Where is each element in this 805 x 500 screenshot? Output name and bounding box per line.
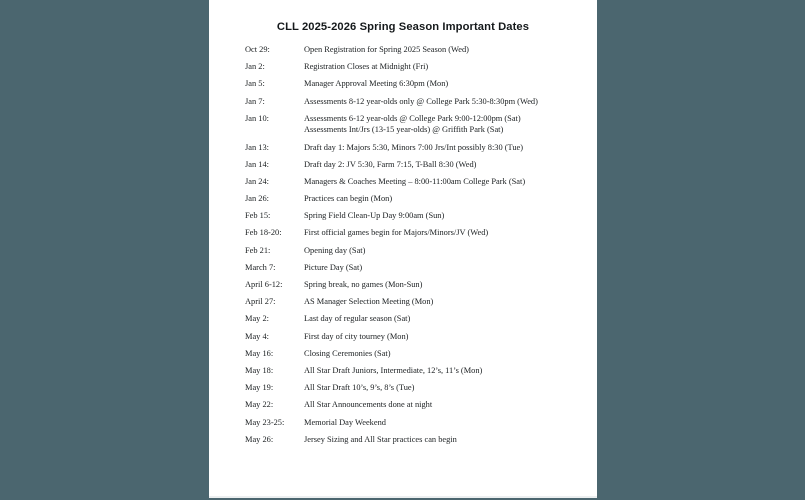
schedule-row [245, 176, 585, 188]
schedule-row-description [304, 61, 585, 73]
schedule-row-date: May 22: [245, 400, 274, 410]
schedule-row [245, 245, 585, 257]
schedule-row [245, 78, 585, 90]
schedule-row-description [304, 227, 585, 239]
schedule-row-description-line: Draft day 1: Majors 5:30, Minors 7:00 Jrs/Int possibly 8:30 (Tue) [304, 142, 524, 152]
schedule-row-description [304, 44, 585, 56]
schedule-row-date: March 7: [245, 262, 276, 272]
schedule-row-description [304, 113, 585, 136]
schedule-row [245, 262, 585, 274]
schedule-row-description [304, 417, 585, 429]
schedule-row-description-line: Practices can begin (Mon) [304, 194, 393, 204]
schedule-row-description-line: AS Manager Selection Meeting (Mon) [304, 297, 434, 307]
schedule-row-description [304, 296, 585, 308]
schedule-row-description [304, 142, 585, 154]
schedule-row-description [304, 245, 585, 257]
schedule-row-date: Jan 5: [245, 79, 265, 89]
schedule-row-description [304, 399, 585, 411]
schedule-row-description [304, 434, 585, 446]
schedule-row [245, 417, 585, 429]
schedule-row-description-line: Picture Day (Sat) [304, 262, 363, 272]
schedule-row [245, 279, 585, 291]
schedule-row [245, 61, 585, 73]
schedule-row-description [304, 176, 585, 188]
schedule-row-description-line: All Star Announcements done at night [304, 400, 433, 410]
schedule-row-date: May 2: [245, 314, 269, 324]
schedule-row-date: May 16: [245, 348, 274, 358]
schedule-row-description [304, 313, 585, 325]
schedule-row [245, 331, 585, 343]
schedule-row [245, 193, 585, 205]
schedule-row [245, 313, 585, 325]
schedule-row-description-line: Assessments 6-12 year-olds @ College Park 9:00-12:00pm (Sat) [304, 113, 521, 123]
schedule-row-description-line: All Star Draft Juniors, Intermediate, 12’s, 11’s (Mon) [304, 365, 483, 375]
schedule-row-description [304, 382, 585, 394]
schedule-row [245, 159, 585, 171]
schedule-row-date: May 23-25: [245, 417, 285, 427]
schedule-row-description [304, 348, 585, 360]
schedule-row-description-line: Opening day (Sat) [304, 245, 366, 255]
schedule-row-date: Oct 29: [245, 45, 270, 54]
schedule-row-description-line: First day of city tourney (Mon) [304, 331, 409, 341]
schedule-row-description [304, 159, 585, 171]
schedule-row [245, 113, 585, 136]
schedule-row-description [304, 193, 585, 205]
schedule-row-date: May 4: [245, 331, 269, 341]
schedule-row-date: April 6-12: [245, 280, 283, 290]
schedule-row-date: Jan 13: [245, 142, 269, 152]
schedule-row-description [304, 96, 585, 108]
schedule-row-description-line: Open Registration for Spring 2025 Season (Wed) [304, 45, 469, 54]
schedule-row [245, 382, 585, 394]
schedule-row-date: Jan 2: [245, 62, 265, 72]
schedule-row [245, 227, 585, 239]
schedule-row [245, 142, 585, 154]
schedule-row-description-line: All Star Draft 10’s, 9’s, 8’s (Tue) [304, 383, 415, 393]
schedule-row-date: Jan 7: [245, 96, 265, 106]
schedule-row-description [304, 331, 585, 343]
document-page [209, 0, 597, 498]
schedule-row-description-line: Spring break, no games (Mon-Sun) [304, 280, 423, 290]
schedule-row-date: Jan 10: [245, 113, 269, 123]
schedule-row-description-line: First official games begin for Majors/Minors/JV (Wed) [304, 228, 489, 238]
schedule-row-description-line: Registration Closes at Midnight (Fri) [304, 62, 429, 72]
schedule-row-description-line: Spring Field Clean-Up Day 9:00am (Sun) [304, 211, 445, 221]
schedule-row-date: Jan 26: [245, 194, 269, 204]
schedule-row-description [304, 279, 585, 291]
schedule-row [245, 96, 585, 108]
schedule-row-description-line: Assessments 8-12 year-olds only @ College Park 5:30-8:30pm (Wed) [304, 96, 538, 106]
schedule-row-date: Feb 15: [245, 211, 271, 221]
schedule-row-description-line: Manager Approval Meeting 6:30pm (Mon) [304, 79, 449, 89]
schedule-row-date: Jan 24: [245, 176, 269, 186]
schedule-row-description-line: Closing Ceremonies (Sat) [304, 348, 391, 358]
schedule-row [245, 348, 585, 360]
schedule-row-description-line: Assessments Int/Jrs (13-15 year-olds) @ Griffith Park (Sat) [304, 125, 504, 135]
schedule-row-date: April 27: [245, 297, 276, 307]
schedule-row-description-line: Last day of regular season (Sat) [304, 314, 411, 324]
schedule-row-description-line: Memorial Day Weekend [304, 417, 386, 427]
schedule-row-date: May 19: [245, 383, 274, 393]
schedule-row-date: Jan 14: [245, 159, 269, 169]
schedule-row-date: May 26: [245, 434, 274, 444]
schedule-row [245, 210, 585, 222]
schedule-row-description [304, 262, 585, 274]
schedule-row [245, 399, 585, 411]
schedule-row [245, 296, 585, 308]
schedule-row [245, 434, 585, 446]
schedule-row-description-line: Jersey Sizing and All Star practices can begin [304, 434, 457, 444]
schedule-row [245, 44, 585, 56]
page-title: CLL 2025-2026 Spring Season Important Dates [276, 21, 530, 33]
schedule-row-description [304, 365, 585, 377]
schedule-row-description-line: Managers & Coaches Meeting – 8:00-11:00am College Park (Sat) [304, 176, 526, 186]
schedule-row-description-line: Draft day 2: JV 5:30, Farm 7:15, T-Ball 8:30 (Wed) [304, 159, 477, 169]
schedule-row-description [304, 210, 585, 222]
schedule-row-date: May 18: [245, 365, 274, 375]
important-dates-list [245, 44, 585, 451]
schedule-row-date: Feb 18-20: [245, 228, 282, 238]
schedule-row-date: Feb 21: [245, 245, 271, 255]
schedule-row [245, 365, 585, 377]
schedule-row-description [304, 78, 585, 90]
